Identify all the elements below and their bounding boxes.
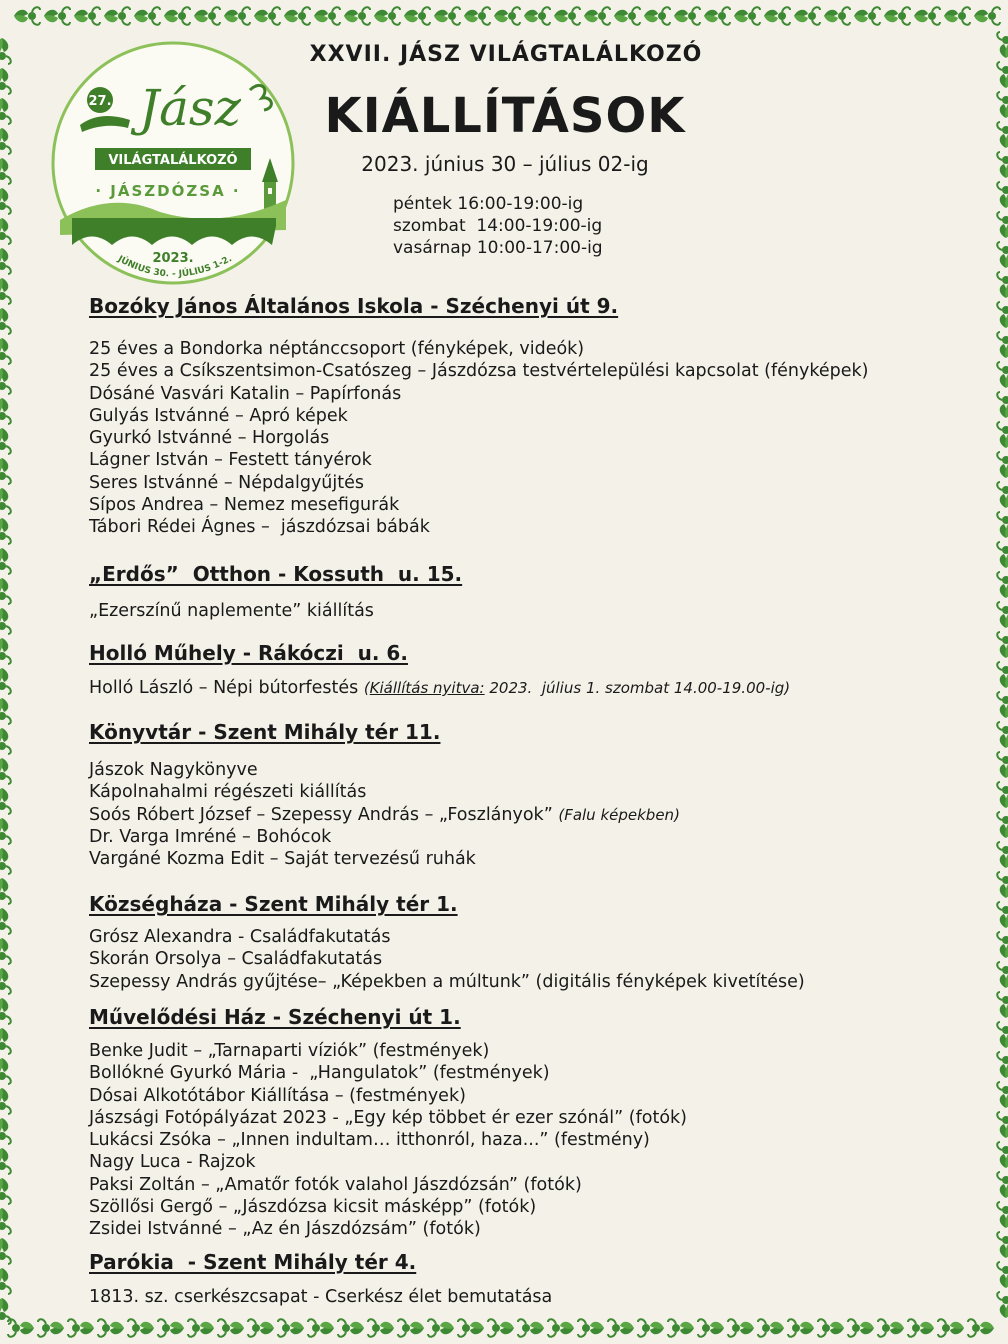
floral-motif — [518, 1319, 544, 1337]
floral-motif — [997, 1142, 1008, 1168]
floral-motif — [698, 1319, 724, 1337]
floral-motif — [0, 308, 11, 334]
floral-motif — [997, 752, 1008, 778]
logo-town: · JÁSZDÓZSA · — [95, 182, 241, 200]
list-item: Seres Istvánné – Népdalgyűjtés — [89, 472, 365, 493]
floral-motif — [404, 7, 430, 25]
floral-motif — [0, 548, 11, 574]
floral-motif — [0, 428, 11, 454]
floral-motif — [997, 362, 1008, 388]
logo-dates: JÚNIUS 30. - JÚLIUS 1-2. — [115, 253, 234, 280]
floral-motif — [0, 938, 11, 964]
floral-motif — [0, 368, 11, 394]
list-item: Tábori Rédei Ágnes – jászdózsai bábák — [89, 517, 430, 538]
floral-motif — [38, 1319, 64, 1337]
jasz-world-meeting-logo — [50, 40, 296, 286]
hours-friday: péntek 16:00-19:00-ig — [393, 194, 584, 214]
floral-motif — [308, 1319, 334, 1337]
floral-motif — [764, 7, 790, 25]
floral-motif — [914, 7, 940, 25]
hours-saturday: szombat 14:00-19:00-ig — [393, 216, 603, 236]
floral-motif — [997, 872, 1008, 898]
floral-motif — [554, 7, 580, 25]
floral-motif — [758, 1319, 784, 1337]
floral-motif — [278, 1319, 304, 1337]
floral-motif — [997, 1202, 1008, 1228]
floral-motif — [0, 998, 11, 1024]
floral-motif — [344, 7, 370, 25]
floral-motif — [0, 758, 11, 784]
floral-motif — [997, 542, 1008, 568]
floral-motif — [0, 698, 11, 724]
floral-motif — [997, 152, 1008, 178]
floral-motif — [0, 578, 11, 604]
opening-note: (Kiállítás nyitva: 2023. július 1. szombat 14.00-19.00-ig) — [363, 679, 791, 697]
floral-motif — [578, 1319, 604, 1337]
floral-motif — [878, 1319, 904, 1337]
floral-motif — [0, 1238, 11, 1264]
floral-motif — [0, 128, 11, 154]
floral-motif — [668, 1319, 694, 1337]
list-item: 1813. sz. cserkészcsapat - Cserkész élet bemutatása — [89, 1287, 553, 1307]
floral-motif — [284, 7, 310, 25]
floral-motif — [218, 1319, 244, 1337]
floral-motif — [0, 1208, 11, 1234]
floral-motif — [0, 848, 11, 874]
list-item: Dr. Varga Imréné – Bohócok — [89, 826, 332, 847]
list-item: Lágner István – Festett tányérok — [89, 450, 372, 471]
floral-motif — [494, 7, 520, 25]
floral-motif — [997, 782, 1008, 808]
exhibit-list-library — [89, 759, 680, 870]
floral-motif — [644, 7, 670, 25]
list-item: Jászsági Fotópályázat 2023 - „Egy kép többet ér ezer szónál” (fotók) — [89, 1107, 687, 1128]
floral-motif — [997, 122, 1008, 148]
floral-motif — [0, 878, 11, 904]
floral-motif — [0, 818, 11, 844]
list-item: Szöllősi Gergő – „Jászdózsa kicsit másképp” (fotók) — [89, 1197, 537, 1218]
floral-motif — [638, 1319, 664, 1337]
floral-motif — [854, 7, 880, 25]
floral-motif — [8, 1319, 34, 1337]
floral-motif — [997, 1292, 1008, 1318]
logo-number: 27. — [88, 94, 112, 109]
opening-hours — [393, 193, 603, 259]
floral-motif — [997, 692, 1008, 718]
list-item: Skorán Orsolya – Családfakutatás — [89, 949, 383, 970]
list-item: 25 éves a Csíkszentsimon-Csatószeg – Jászdózsa testvértelepülési kapcsolat (fényképek) — [89, 361, 869, 382]
floral-motif — [997, 932, 1008, 958]
floral-motif — [997, 842, 1008, 868]
floral-motif — [0, 638, 11, 664]
floral-motif — [908, 1319, 934, 1337]
floral-motif — [734, 7, 760, 25]
floral-motif — [848, 1319, 874, 1337]
floral-motif — [824, 7, 850, 25]
floral-motif — [974, 7, 1000, 25]
floral-motif — [134, 7, 160, 25]
event-title: XXVII. JÁSZ VILÁGTALÁLKOZÓ — [309, 42, 703, 67]
floral-motif — [464, 7, 490, 25]
hours-sunday: vasárnap 10:00-17:00-ig — [393, 238, 603, 258]
floral-motif — [997, 812, 1008, 838]
floral-motif — [68, 1319, 94, 1337]
floral-motif — [794, 7, 820, 25]
floral-motif — [338, 1319, 364, 1337]
exhibit-list-culture-house — [89, 1040, 687, 1241]
floral-motif — [0, 458, 11, 484]
list-item: Dósai Alkotótábor Kiállítása – (festmények) — [89, 1085, 466, 1106]
list-item: Jászok Nagykönyve — [89, 760, 258, 780]
floral-motif — [188, 1319, 214, 1337]
page-title: KIÁLLÍTÁSOK — [324, 88, 686, 144]
section-heading-town-hall: Községháza - Szent Mihály tér 1. — [89, 892, 458, 916]
list-item: Bollókné Gyurkó Mária - „Hangulatok” (festmények) — [89, 1063, 550, 1084]
section-heading-erdos-home: „Erdős” Otthon - Kossuth u. 15. — [89, 562, 463, 586]
floral-motif — [0, 38, 11, 64]
floral-motif — [997, 992, 1008, 1018]
floral-motif — [14, 7, 40, 25]
floral-motif — [434, 7, 460, 25]
floral-motif — [788, 1319, 814, 1337]
floral-motif — [997, 1022, 1008, 1048]
floral-motif — [997, 962, 1008, 988]
floral-motif — [0, 488, 11, 514]
floral-motif — [0, 728, 11, 754]
floral-motif — [0, 248, 11, 274]
floral-motif — [997, 482, 1008, 508]
floral-motif — [997, 422, 1008, 448]
floral-motif — [374, 7, 400, 25]
floral-motif — [997, 242, 1008, 268]
floral-motif — [997, 212, 1008, 238]
list-item: Szepessy András gyűjtése– „Képekben a múltunk” (digitális fényképek kivetítése) — [89, 971, 805, 992]
floral-motif — [997, 182, 1008, 208]
floral-motif — [0, 1088, 11, 1114]
floral-motif — [248, 1319, 274, 1337]
floral-motif — [224, 7, 250, 25]
floral-motif — [997, 572, 1008, 598]
list-item: Lukácsi Zsóka – „Innen indultam… itthonról, haza...” (festmény) — [89, 1130, 650, 1151]
floral-motif — [458, 1319, 484, 1337]
floral-motif — [674, 7, 700, 25]
list-item: Vargáné Kozma Edit – Saját tervezésű ruhák — [89, 849, 476, 870]
list-item: Dósáné Vasvári Katalin – Papírfonás — [89, 383, 402, 404]
floral-motif — [0, 1178, 11, 1204]
list-item: Soós Róbert József – Szepessy András – „Foszlányok” (Falu képekben) — [89, 804, 680, 825]
floral-motif — [997, 32, 1008, 58]
list-item: Nagy Luca - Rajzok — [89, 1152, 256, 1173]
floral-motif — [997, 1082, 1008, 1108]
list-item: Paksi Zoltán – „Amatőr fotók valahol Jászdózsán” (fotók) — [89, 1174, 582, 1195]
floral-motif — [944, 7, 970, 25]
list-item: Sípos Andrea – Nemez mesefigurák — [89, 495, 400, 516]
floral-motif — [884, 7, 910, 25]
floral-motif — [0, 158, 11, 184]
list-item: Zsidei Istvánné – „Az én Jászdózsám” (fotók) — [89, 1219, 481, 1240]
floral-motif — [997, 602, 1008, 628]
floral-motif — [0, 608, 11, 634]
exhibit-list-erdos-home — [89, 600, 374, 622]
floral-motif — [997, 272, 1008, 298]
floral-motif — [997, 302, 1008, 328]
floral-motif — [0, 968, 11, 994]
floral-motif — [968, 1319, 994, 1337]
floral-motif — [158, 1319, 184, 1337]
floral-motif — [368, 1319, 394, 1337]
floral-motif — [614, 7, 640, 25]
floral-motif — [0, 188, 11, 214]
floral-motif — [0, 908, 11, 934]
floral-motif — [0, 98, 11, 124]
floral-motif — [997, 1262, 1008, 1288]
exhibit-list-parish — [89, 1286, 552, 1308]
floral-motif — [997, 1232, 1008, 1258]
floral-motif — [194, 7, 220, 25]
floral-motif — [488, 1319, 514, 1337]
floral-motif — [997, 1172, 1008, 1198]
floral-motif — [0, 1118, 11, 1144]
floral-motif — [0, 278, 11, 304]
exhibit-list-town-hall — [89, 926, 805, 993]
floral-motif — [128, 1319, 154, 1337]
floral-motif — [0, 668, 11, 694]
floral-motif — [997, 452, 1008, 478]
section-heading-library: Könyvtár - Szent Mihály tér 11. — [89, 720, 441, 744]
floral-motif — [74, 7, 100, 25]
list-item: Gulyás Istvánné – Apró képek — [89, 405, 348, 426]
floral-motif — [997, 92, 1008, 118]
section-heading-hollo-workshop: Holló Műhely - Rákóczi u. 6. — [89, 641, 408, 665]
floral-motif — [728, 1319, 754, 1337]
floral-motif — [608, 1319, 634, 1337]
floral-motif — [428, 1319, 454, 1337]
list-item: Kápolnahalmi régészeti kiállítás — [89, 782, 367, 803]
floral-motif — [997, 512, 1008, 538]
list-item: Grósz Alexandra - Családfakutatás — [89, 927, 391, 947]
list-item: 25 éves a Bondorka néptánccsoport (fényképek, videók) — [89, 339, 585, 359]
section-heading-parish: Parókia - Szent Mihály tér 4. — [89, 1250, 417, 1274]
floral-motif — [997, 332, 1008, 358]
floral-motif — [44, 7, 70, 25]
floral-motif — [997, 1112, 1008, 1138]
floral-motif — [997, 632, 1008, 658]
date-range: 2023. június 30 – július 02-ig — [361, 152, 649, 176]
floral-motif — [0, 518, 11, 544]
floral-motif — [584, 7, 610, 25]
floral-motif — [164, 7, 190, 25]
floral-motif — [997, 902, 1008, 928]
floral-motif — [0, 68, 11, 94]
floral-motif — [997, 662, 1008, 688]
list-item: Benke Judit – „Tarnaparti víziók” (festmények) — [89, 1041, 490, 1061]
floral-motif — [0, 218, 11, 244]
section-heading-culture-house: Művelődési Ház - Széchenyi út 1. — [89, 1005, 461, 1029]
floral-motif — [314, 7, 340, 25]
logo-banner: VILÁGTALÁLKOZÓ — [108, 153, 238, 168]
list-item: Holló László – Népi bútorfestés (Kiállítás nyitva: 2023. július 1. szombat 14.00-19.00-ig) — [89, 678, 791, 698]
floral-motif — [0, 1058, 11, 1084]
floral-motif — [0, 398, 11, 424]
floral-motif — [548, 1319, 574, 1337]
floral-motif — [0, 788, 11, 814]
floral-motif — [818, 1319, 844, 1337]
list-item: Gyurkó Istvánné – Horgolás — [89, 428, 330, 449]
floral-motif — [254, 7, 280, 25]
floral-motif — [997, 1052, 1008, 1078]
exhibit-list-hollo-workshop — [89, 677, 790, 699]
floral-motif — [0, 1148, 11, 1174]
floral-motif — [0, 338, 11, 364]
floral-motif — [938, 1319, 964, 1337]
exhibit-list-school — [89, 338, 868, 539]
floral-motif — [98, 1319, 124, 1337]
logo-year: 2023. — [152, 251, 194, 266]
floral-motif — [104, 7, 130, 25]
list-item: „Ezerszínű naplemente” kiállítás — [89, 601, 374, 621]
floral-motif — [997, 392, 1008, 418]
floral-motif — [0, 1268, 11, 1294]
floral-motif — [0, 1028, 11, 1054]
section-heading-school: Bozóky János Általános Iskola - Széchenyi út 9. — [89, 294, 619, 318]
floral-motif — [524, 7, 550, 25]
logo-name: Jász — [139, 79, 241, 137]
floral-motif — [704, 7, 730, 25]
floral-motif — [398, 1319, 424, 1337]
floral-motif — [997, 722, 1008, 748]
floral-motif — [997, 62, 1008, 88]
